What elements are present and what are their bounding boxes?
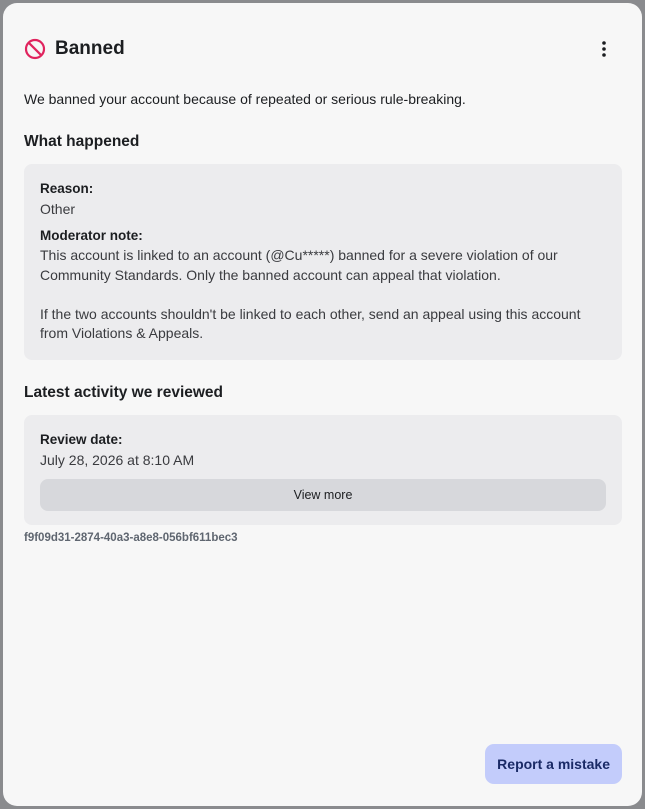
latest-activity-heading: Latest activity we reviewed: [24, 384, 224, 401]
reason-value: Other: [40, 201, 76, 217]
more-options-button[interactable]: [592, 37, 616, 61]
view-more-button[interactable]: View more: [40, 479, 606, 511]
ban-description: We banned your account because of repeated or serious rule-breaking.: [24, 91, 466, 107]
report-mistake-button[interactable]: Report a mistake: [485, 744, 622, 784]
ban-dialog: [3, 3, 642, 806]
ban-icon: [24, 38, 46, 60]
moderator-note-label: Moderator note:: [40, 228, 143, 243]
latest-activity-card: [24, 415, 622, 525]
reason-label: Reason:: [40, 181, 94, 196]
dialog-title: Banned: [55, 38, 125, 59]
case-id: f9f09d31-2874-40a3-a8e8-056bf611bec3: [24, 532, 238, 544]
more-vertical-icon: [602, 41, 606, 57]
dialog-header: [24, 36, 616, 62]
review-date-label: Review date:: [40, 432, 123, 447]
what-happened-card: [24, 164, 622, 360]
moderator-note-text: This account is linked to an account (@Cu*****) banned for a severe violation of our Community Standards. Only the banned account can appeal that violation. If the two accounts shouldn't be linked to each other, send an appeal using this account from Violations & Appeals.: [40, 247, 581, 341]
what-happened-heading: What happened: [24, 133, 140, 150]
review-date-value: July 28, 2026 at 8:10 AM: [40, 452, 195, 468]
